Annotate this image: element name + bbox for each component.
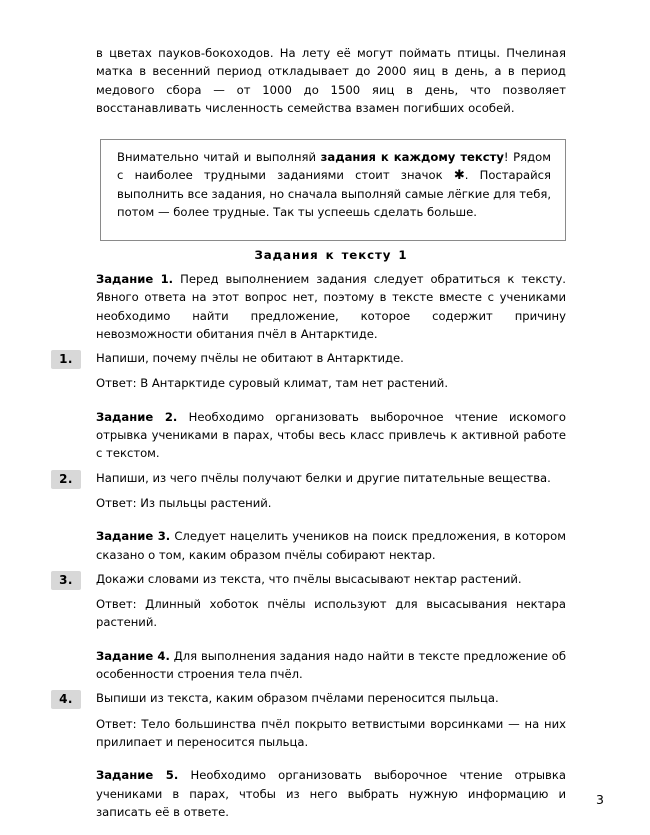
instruction-callout-inner xyxy=(117,148,551,221)
task-5-lead-label: Задание 5. xyxy=(96,768,179,783)
task-5-methodology-text: Необходимо организовать выборочное чтение отрывка учениками в парах, чтобы из него выбрать нужную информацию и записать её в ответе. xyxy=(96,768,566,819)
task-block-3 xyxy=(59,527,566,631)
instruction-text-part1: Внимательно читай и выполняй xyxy=(117,150,321,164)
spacer-3 xyxy=(96,632,566,647)
task-4-methodology-text: Для выполнения задания надо найти в тексте предложение об особенности строения тела пчёл. xyxy=(96,648,566,682)
task-4-answer: Ответ: Тело большинства пчёл покрыто ветвистыми ворсинками — на них прилипает и переносится пыльца. xyxy=(96,716,566,749)
intro-paragraph: в цветах пауков-бокоходов. На лету её могут поймать птицы. Пчелиная матка в весенний период откладывает до 2000 яиц в день, а в период медового сбора — от 1000 до 1500 яиц в день, что позволяет восстанавливать численность семейства взамен погибших особей. xyxy=(96,46,566,115)
task-2-row xyxy=(59,469,566,513)
task-number-badge-1: 1. xyxy=(51,350,81,369)
task-3-methodology xyxy=(96,527,566,568)
instruction-callout-box xyxy=(100,139,566,241)
task-1-row xyxy=(59,349,566,393)
instruction-callout-text xyxy=(117,148,551,221)
task-1-methodology xyxy=(96,270,566,347)
intro-paragraph-container xyxy=(96,44,566,117)
task-5-methodology xyxy=(96,766,566,825)
task-3-methodology-text: Следует нацелить учеников на поиск предложения, в котором сказано о том, каким образом пчёлы собирают нектар. xyxy=(96,529,566,562)
task-2-lead-label: Задание 2. xyxy=(96,409,178,424)
star-icon: ✱ xyxy=(453,168,465,184)
task-1-methodology-text: Перед выполнением задания следует обратиться к тексту. Явного ответа на этот вопрос нет, поэтому в тексте вместе с учениками необходимо найти предложение, которое содержит причину невозможности обитания пчёл в Антарктиде. xyxy=(96,272,566,341)
task-block-2 xyxy=(59,408,566,512)
task-1-answer: Ответ: В Антарктиде суровый климат, там нет растений. xyxy=(96,376,449,391)
spacer-4 xyxy=(96,751,566,766)
task-3-answer: Ответ: Длинный хоботок пчёлы используют для высасывания нектара растений. xyxy=(96,597,566,630)
task-1-lead-label: Задание 1. xyxy=(96,272,174,286)
section-heading: Задания к тексту 1 xyxy=(254,248,408,262)
task-number-badge-2: 2. xyxy=(51,470,81,489)
spacer-2 xyxy=(96,512,566,527)
task-block-5 xyxy=(96,766,566,825)
task-2-methodology xyxy=(96,408,566,467)
task-block-1 xyxy=(59,270,566,393)
task-3-lead-label: Задание 3. xyxy=(96,529,171,544)
tasks-container xyxy=(59,270,566,825)
task-2-methodology-text: Необходимо организовать выборочное чтение искомого отрывка учениками в парах, чтобы весь класс привлечь к активной работе с текстом. xyxy=(96,409,566,461)
task-3-question: Докажи словами из текста, что пчёлы высасывают нектар растений. xyxy=(96,571,522,586)
task-block-4 xyxy=(59,647,566,751)
task-number-badge-3: 3. xyxy=(51,571,81,590)
task-3-row xyxy=(59,570,566,632)
task-4-lead-label: Задание 4. xyxy=(96,648,170,663)
instruction-text-part3: . Постарайся выполнить все задания, но сначала выполняй самые лёгкие для тебя, потом — более трудные. Так ты успеешь сделать больше. xyxy=(117,168,551,219)
spacer-1 xyxy=(96,393,566,408)
task-2-answer: Ответ: Из пыльцы растений. xyxy=(96,495,272,510)
instruction-text-emphasis: задания к каждому тексту xyxy=(320,150,504,164)
page-number: 3 xyxy=(596,792,604,807)
task-4-methodology xyxy=(96,647,566,688)
task-1-question: Напиши, почему пчёлы не обитают в Антарктиде. xyxy=(96,351,404,366)
task-2-question: Напиши, из чего пчёлы получают белки и другие питательные вещества. xyxy=(96,470,551,485)
instruction-text-part2: ! Рядом с наиболее трудными заданиями стоит значок xyxy=(117,150,552,183)
task-4-row xyxy=(59,689,566,751)
task-number-badge-4: 4. xyxy=(51,690,81,709)
task-4-question: Выпиши из текста, каким образом пчёлами переносится пыльца. xyxy=(96,691,499,706)
